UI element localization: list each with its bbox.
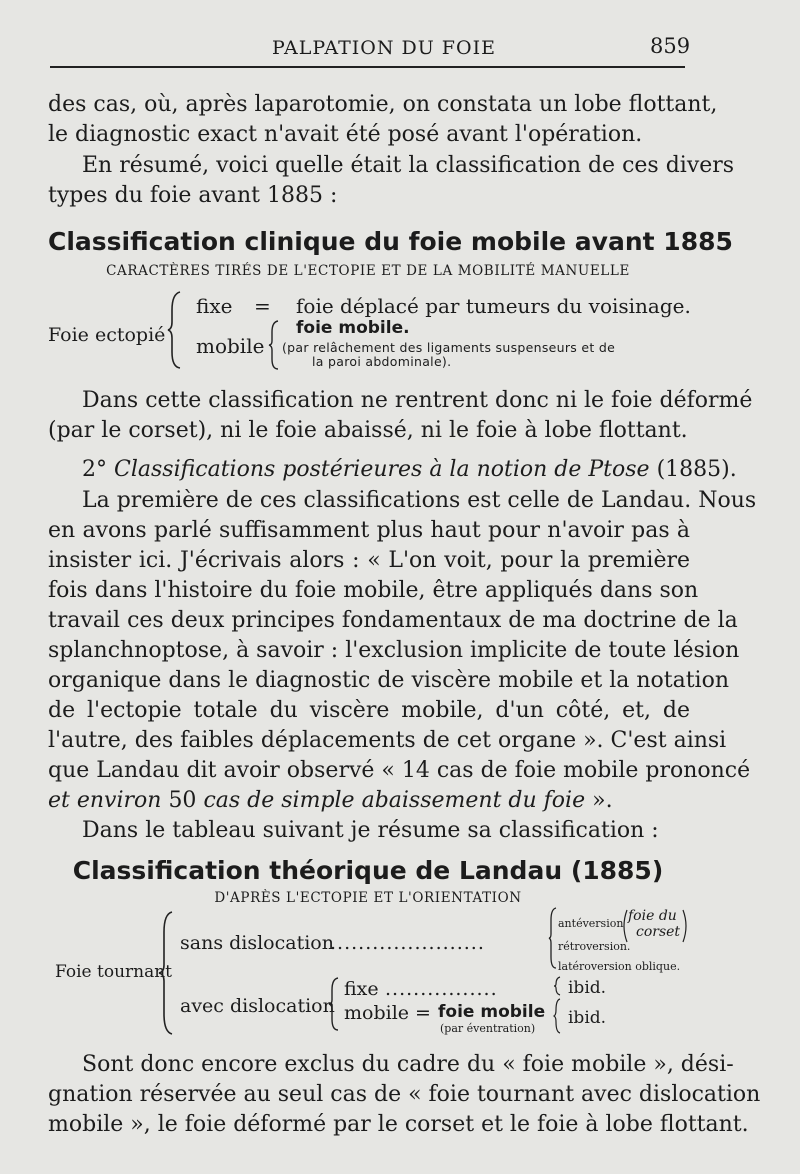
brace-orientation <box>548 906 558 970</box>
text-line: types du foie avant 1885 : <box>48 183 338 208</box>
brace-mobile <box>268 319 280 371</box>
eventration: (par éventration) <box>440 1022 536 1035</box>
brace-small <box>553 998 563 1034</box>
corset: corset <box>636 924 681 940</box>
brace-small <box>553 976 563 996</box>
retroversion: rétroversion. <box>558 940 631 953</box>
text-line: travail ces deux principes fondamentaux de ma doctrine de la <box>48 608 738 633</box>
section-year: (1885). <box>656 457 737 482</box>
text-line: organique dans le diagnostic de viscère mobile et la notation <box>48 668 730 693</box>
text-line: En résumé, voici quelle était la classification de ces divers <box>82 153 735 178</box>
foie-mobile: foie mobile <box>438 1002 546 1022</box>
equals-sign: = <box>254 294 271 318</box>
sans-dislocation: sans dislocation <box>180 932 334 954</box>
text-line: gnation réservée au seul cas de « foie tournant avec dislocation <box>48 1082 761 1107</box>
table2-subtitle: D'APRÈS L'ECTOPIE ET L'ORIENTATION <box>214 890 522 906</box>
mobile-main: foie mobile. <box>296 318 410 338</box>
text-line: des cas, où, après laparotomie, on constata un lobe flottant, <box>48 92 718 117</box>
text-line: Dans cette classification ne rentrent donc ni le foie déformé <box>82 388 753 413</box>
text-line: splanchnoptose, à savoir : l'exclusion implicite de toute lésion <box>48 638 740 663</box>
fixe-label: fixe <box>196 294 233 318</box>
mobile-note: la paroi abdominale). <box>312 354 452 369</box>
text-line: et environ 50 cas de simple abaissement du foie ». <box>48 788 613 813</box>
section-heading <box>82 457 737 483</box>
brace-avec <box>328 976 340 1032</box>
header-rule <box>50 66 685 68</box>
anteversion: antéversion <box>558 917 624 930</box>
brace-left <box>158 910 174 1036</box>
fixe-description: foie déplacé par tumeurs du voisinage. <box>296 294 691 318</box>
text-line: mobile », le foie déformé par le corset et le foie à lobe flottant. <box>48 1112 749 1137</box>
text-line: Sont donc encore exclus du cadre du « foie mobile », dési- <box>82 1052 734 1077</box>
running-title: PALPATION DU FOIE <box>272 37 496 59</box>
mobile-label: mobile <box>196 334 265 358</box>
text-line: La première de ces classifications est celle de Landau. Nous <box>82 488 757 513</box>
text-line: de l'ectopie totale du viscère mobile, d'un côté, et, de <box>48 698 690 723</box>
text-line: fois dans l'histoire du foie mobile, être appliqués dans son <box>48 578 699 603</box>
avec-dislocation: avec dislocation <box>180 995 335 1017</box>
section-number: 2° <box>82 457 107 482</box>
table1-subtitle: CARACTÈRES TIRÉS DE L'ECTOPIE ET DE LA MOBILITÉ MANUELLE <box>106 263 630 279</box>
text-line: (par le corset), ni le foie abaissé, ni le foie à lobe flottant. <box>48 418 688 443</box>
leader-dots: ...................... <box>330 932 485 954</box>
text-line: l'autre, des faibles déplacements de cet organe ». C'est ainsi <box>48 728 727 753</box>
brace-left <box>167 290 183 370</box>
text-line: en avons parlé suffisamment plus haut pour n'avoir pas à <box>48 518 690 543</box>
table2-title: Classification théorique de Landau (1885) <box>72 856 664 885</box>
text-line: insister ici. J'écrivais alors : « L'on voit, pour la première <box>48 548 690 573</box>
mobile-note: (par relâchement des ligaments suspenseurs et de <box>282 340 616 355</box>
text-line: que Landau dit avoir observé « 14 cas de foie mobile prononcé <box>48 758 751 783</box>
fixe-label: fixe <box>344 978 379 1000</box>
ibid: ibid. <box>568 1008 607 1028</box>
ibid: ibid. <box>568 978 607 998</box>
table1-root: Foie ectopié <box>48 324 166 346</box>
page-number: 859 <box>650 34 691 58</box>
paren-left <box>620 909 628 943</box>
paren-right <box>682 909 690 943</box>
table1-title: Classification clinique du foie mobile avant 1885 <box>48 227 733 256</box>
leader-dots: ................ <box>385 978 498 1000</box>
mobile-equals: mobile = <box>344 1002 431 1024</box>
text-line: Dans le tableau suivant je résume sa classification : <box>82 818 659 843</box>
section-title: Classifications postérieures à la notion de Ptose <box>114 457 650 482</box>
text-line: le diagnostic exact n'avait été posé avant l'opération. <box>48 122 643 147</box>
foie-du: foie du <box>628 908 677 924</box>
table2-root: Foie tournant <box>55 962 173 982</box>
lateroversion: latéroversion oblique. <box>558 960 681 973</box>
